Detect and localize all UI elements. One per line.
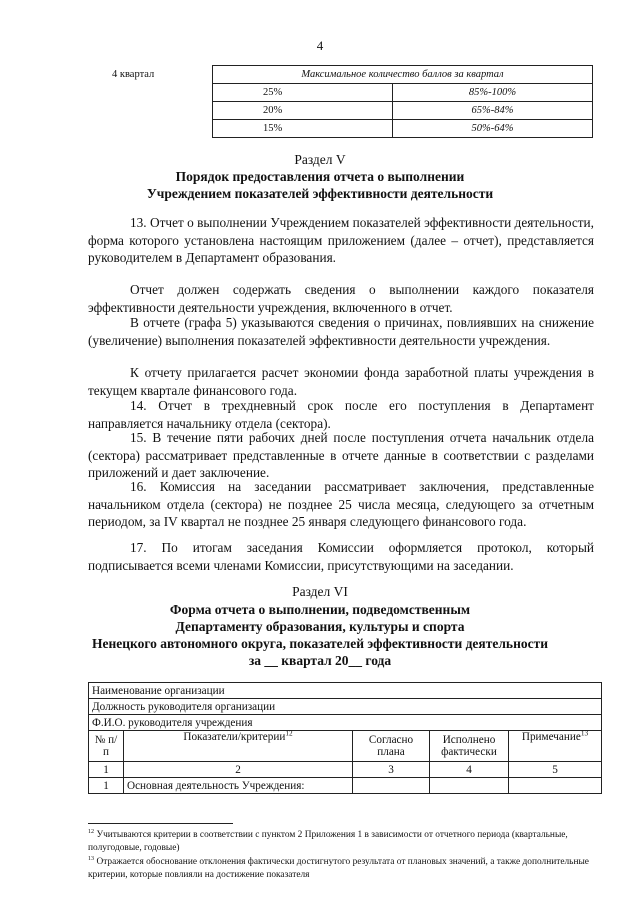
col-number: 2 xyxy=(124,762,353,778)
col-header-note: Примечание$^{13}$ xyxy=(509,731,602,762)
col-number: 5 xyxy=(509,762,602,778)
paragraph-13d: К отчету прилагается расчет экономии фонда заработной платы учреждения в текущем квартале финансового года. xyxy=(88,365,594,398)
score-range: 50%-64% xyxy=(393,120,593,138)
score-range: 85%-100% xyxy=(393,84,593,102)
score-percent: 25% xyxy=(213,84,393,102)
paragraph-13c: В отчете (графа 5) указываются сведения о причинах, повлиявших на снижение (увеличение) выполнения показателей эффективности деятельности учреждения. xyxy=(88,315,594,348)
director-name-cell: Ф.И.О. руководителя учреждения xyxy=(89,715,602,731)
section6-heading-line3: Ненецкого автономного округа, показателей эффективности деятельности xyxy=(92,636,548,651)
col-number: 4 xyxy=(430,762,509,778)
col-number: 1 xyxy=(89,762,124,778)
paragraph-13: 13. Отчет о выполнении Учреждением показателей эффективности деятельности, форма которого установлена настоящим приложением (далее – отчет), представляется руководителем в Департамент образования. xyxy=(88,215,594,265)
page-number: 4 xyxy=(316,38,324,53)
paragraph-15: 15. В течение пяти рабочих дней после поступления отчета начальник отдела (сектора) рассматривает представленные в отчете данные в соответствии с разделами приложений и дает заключение. xyxy=(88,430,594,480)
col-header-indicators: Показатели/критерии$^{12}$ xyxy=(124,731,353,762)
row1-num: 1 xyxy=(89,778,124,794)
section5-heading-line1: Порядок предоставления отчета о выполнении xyxy=(175,169,465,184)
paragraph-17: 17. По итогам заседания Комиссии оформляется протокол, который подписывается всеми членами Комиссии, присутствующими на заседании. xyxy=(88,540,594,573)
footnote-12: $^{12}$ Учитываются критерии в соответствии с пунктом 2 Приложения 1 в зависимости от отчетного периода (квартальные, полугодовые, годовые) xyxy=(88,828,568,853)
score-range: 65%-84% xyxy=(393,102,593,120)
section5-heading-line2: Учреждением показателей эффективности деятельности xyxy=(146,186,494,201)
director-position-cell: Должность руководителя организации xyxy=(89,699,602,715)
paragraph-13b: Отчет должен содержать сведения о выполнении каждого показателя эффективности деятельности учреждения, включенного в отчет. xyxy=(88,282,594,315)
section6-title: Раздел VI xyxy=(292,584,348,599)
footnote-divider xyxy=(88,823,233,824)
row1-actual xyxy=(430,778,509,794)
paragraph-14: 14. Отчет в трехдневный срок после его поступления в Департамент направляется начальнику отдела (сектора). xyxy=(88,398,594,431)
row1-note xyxy=(509,778,602,794)
row1-text: Основная деятельность Учреждения: xyxy=(124,778,353,794)
score-percent: 15% xyxy=(213,120,393,138)
row1-planned xyxy=(353,778,430,794)
section6-heading-line1: Форма отчета о выполнении, подведомственным xyxy=(169,602,471,617)
quarter-label: 4 квартал xyxy=(112,69,155,80)
col-header-planned: Согласно плана xyxy=(353,731,430,762)
paragraph-16: 16. Комиссия на заседании рассматривает заключения, представленные начальником отдела (сектора) не позднее 25 числа месяца, следующего за отчетным периодом, за IV квартал не позднее 25 января следующего финансового года. xyxy=(88,479,594,529)
score-table xyxy=(88,65,593,138)
footnote-13: $^{13}$ Отражается обоснование отклонения фактически достигнутого результата от плановых значений, а также дополнительные критерии, которые повлияли на достижение показателя xyxy=(88,855,589,880)
section6-heading-line2: Департаменту образования, культуры и спорта xyxy=(175,619,465,634)
col-header-actual: Исполнено фактически xyxy=(430,731,509,762)
col-header-num: № п/п xyxy=(89,731,124,762)
score-table-header: Максимальное количество баллов за квартал xyxy=(213,66,593,84)
org-name-cell: Наименование организации xyxy=(89,683,602,699)
section6-heading-line4: за __ квартал 20__ года xyxy=(248,653,392,668)
score-percent: 20% xyxy=(213,102,393,120)
report-form-table xyxy=(88,682,602,794)
section5-title: Раздел V xyxy=(294,152,346,167)
col-number: 3 xyxy=(353,762,430,778)
